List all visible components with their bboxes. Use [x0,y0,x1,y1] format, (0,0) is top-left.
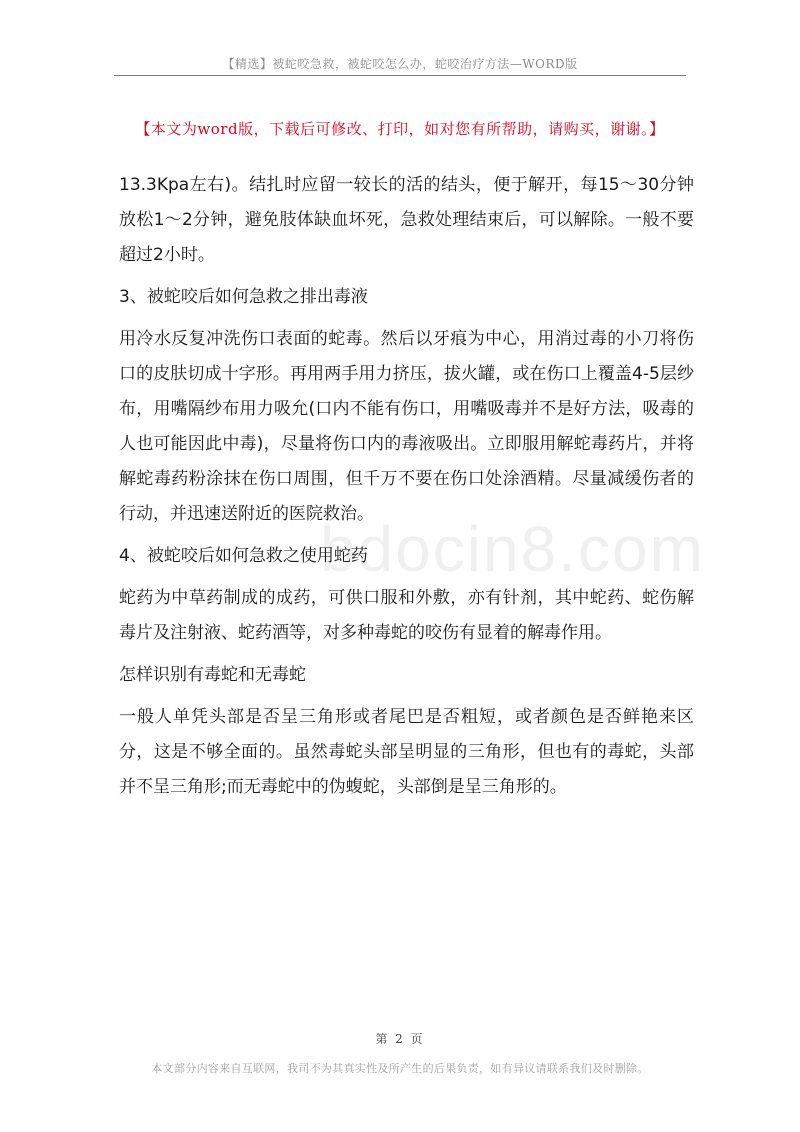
section-heading-identify-snakes: 怎样识别有毒蛇和无毒蛇 [119,665,306,685]
word-version-notice: 【本文为word版，下载后可修改、打印，如对您有所帮助，请购买，谢谢。】 [135,120,665,138]
watermark-text: bdocin8.com [320,513,705,585]
page-header-title: 【精选】被蛇咬急救，被蛇咬怎么办，蛇咬治疗方法—WORD版 [222,57,578,71]
paragraph-identify-snakes: 一般人单凭头部是否呈三角形或者尾巴是否粗短，或者颜色是否鲜艳来区分，这是不够全面的。虽然毒蛇头部呈明显的三角形，但也有的毒蛇，头部并不呈三角形;而无毒蛇中的伪蝮蛇，头部倒是呈三角形的。 [119,707,694,797]
paragraph-tourniquet: 13.3Kpa左右)。结扎时应留一较长的活的结头，便于解开，每15～30分钟放松1～2分钟，避免肢体缺血坏死，急救处理结束后，可以解除。一般不要超过2小时。 [119,175,694,265]
document-body [119,168,694,805]
footer-disclaimer: 本文部分内容来自互联网，我司不为其真实性及所产生的后果负责，如有异议请联系我们及时删除。 [151,1062,649,1075]
header-divider [114,75,686,76]
section-heading-snake-medicine: 4、被蛇咬后如何急救之使用蛇药 [119,546,368,566]
section-heading-drain-venom: 3、被蛇咬后如何急救之排出毒液 [119,287,368,307]
paragraph-snake-medicine: 蛇药为中草药制成的成药，可供口服和外敷，亦有针剂，其中蛇药、蛇伤解毒片及注射液、蛇药酒等，对多种毒蛇的咬伤有显着的解毒作用。 [119,588,694,643]
page-number: 第 2 页 [375,1032,425,1046]
paragraph-drain-venom: 用冷水反复冲洗伤口表面的蛇毒。然后以牙痕为中心，用消过毒的小刀将伤口的皮肤切成十字形。再用两手用力挤压，拔火罐，或在伤口上覆盖4-5层纱布，用嘴隔纱布用力吸允(口内不能有伤口，用嘴吸毒并不是好方法，吸毒的人也可能因此中毒)，尽量将伤口内的毒液吸出。立即服用解蛇毒药片，并将解蛇毒药粉涂抹在伤口周围，但千万不要在伤口处涂酒精。尽量减缓伤者的行动，并迅速送附近的医院救治。 [119,329,694,524]
